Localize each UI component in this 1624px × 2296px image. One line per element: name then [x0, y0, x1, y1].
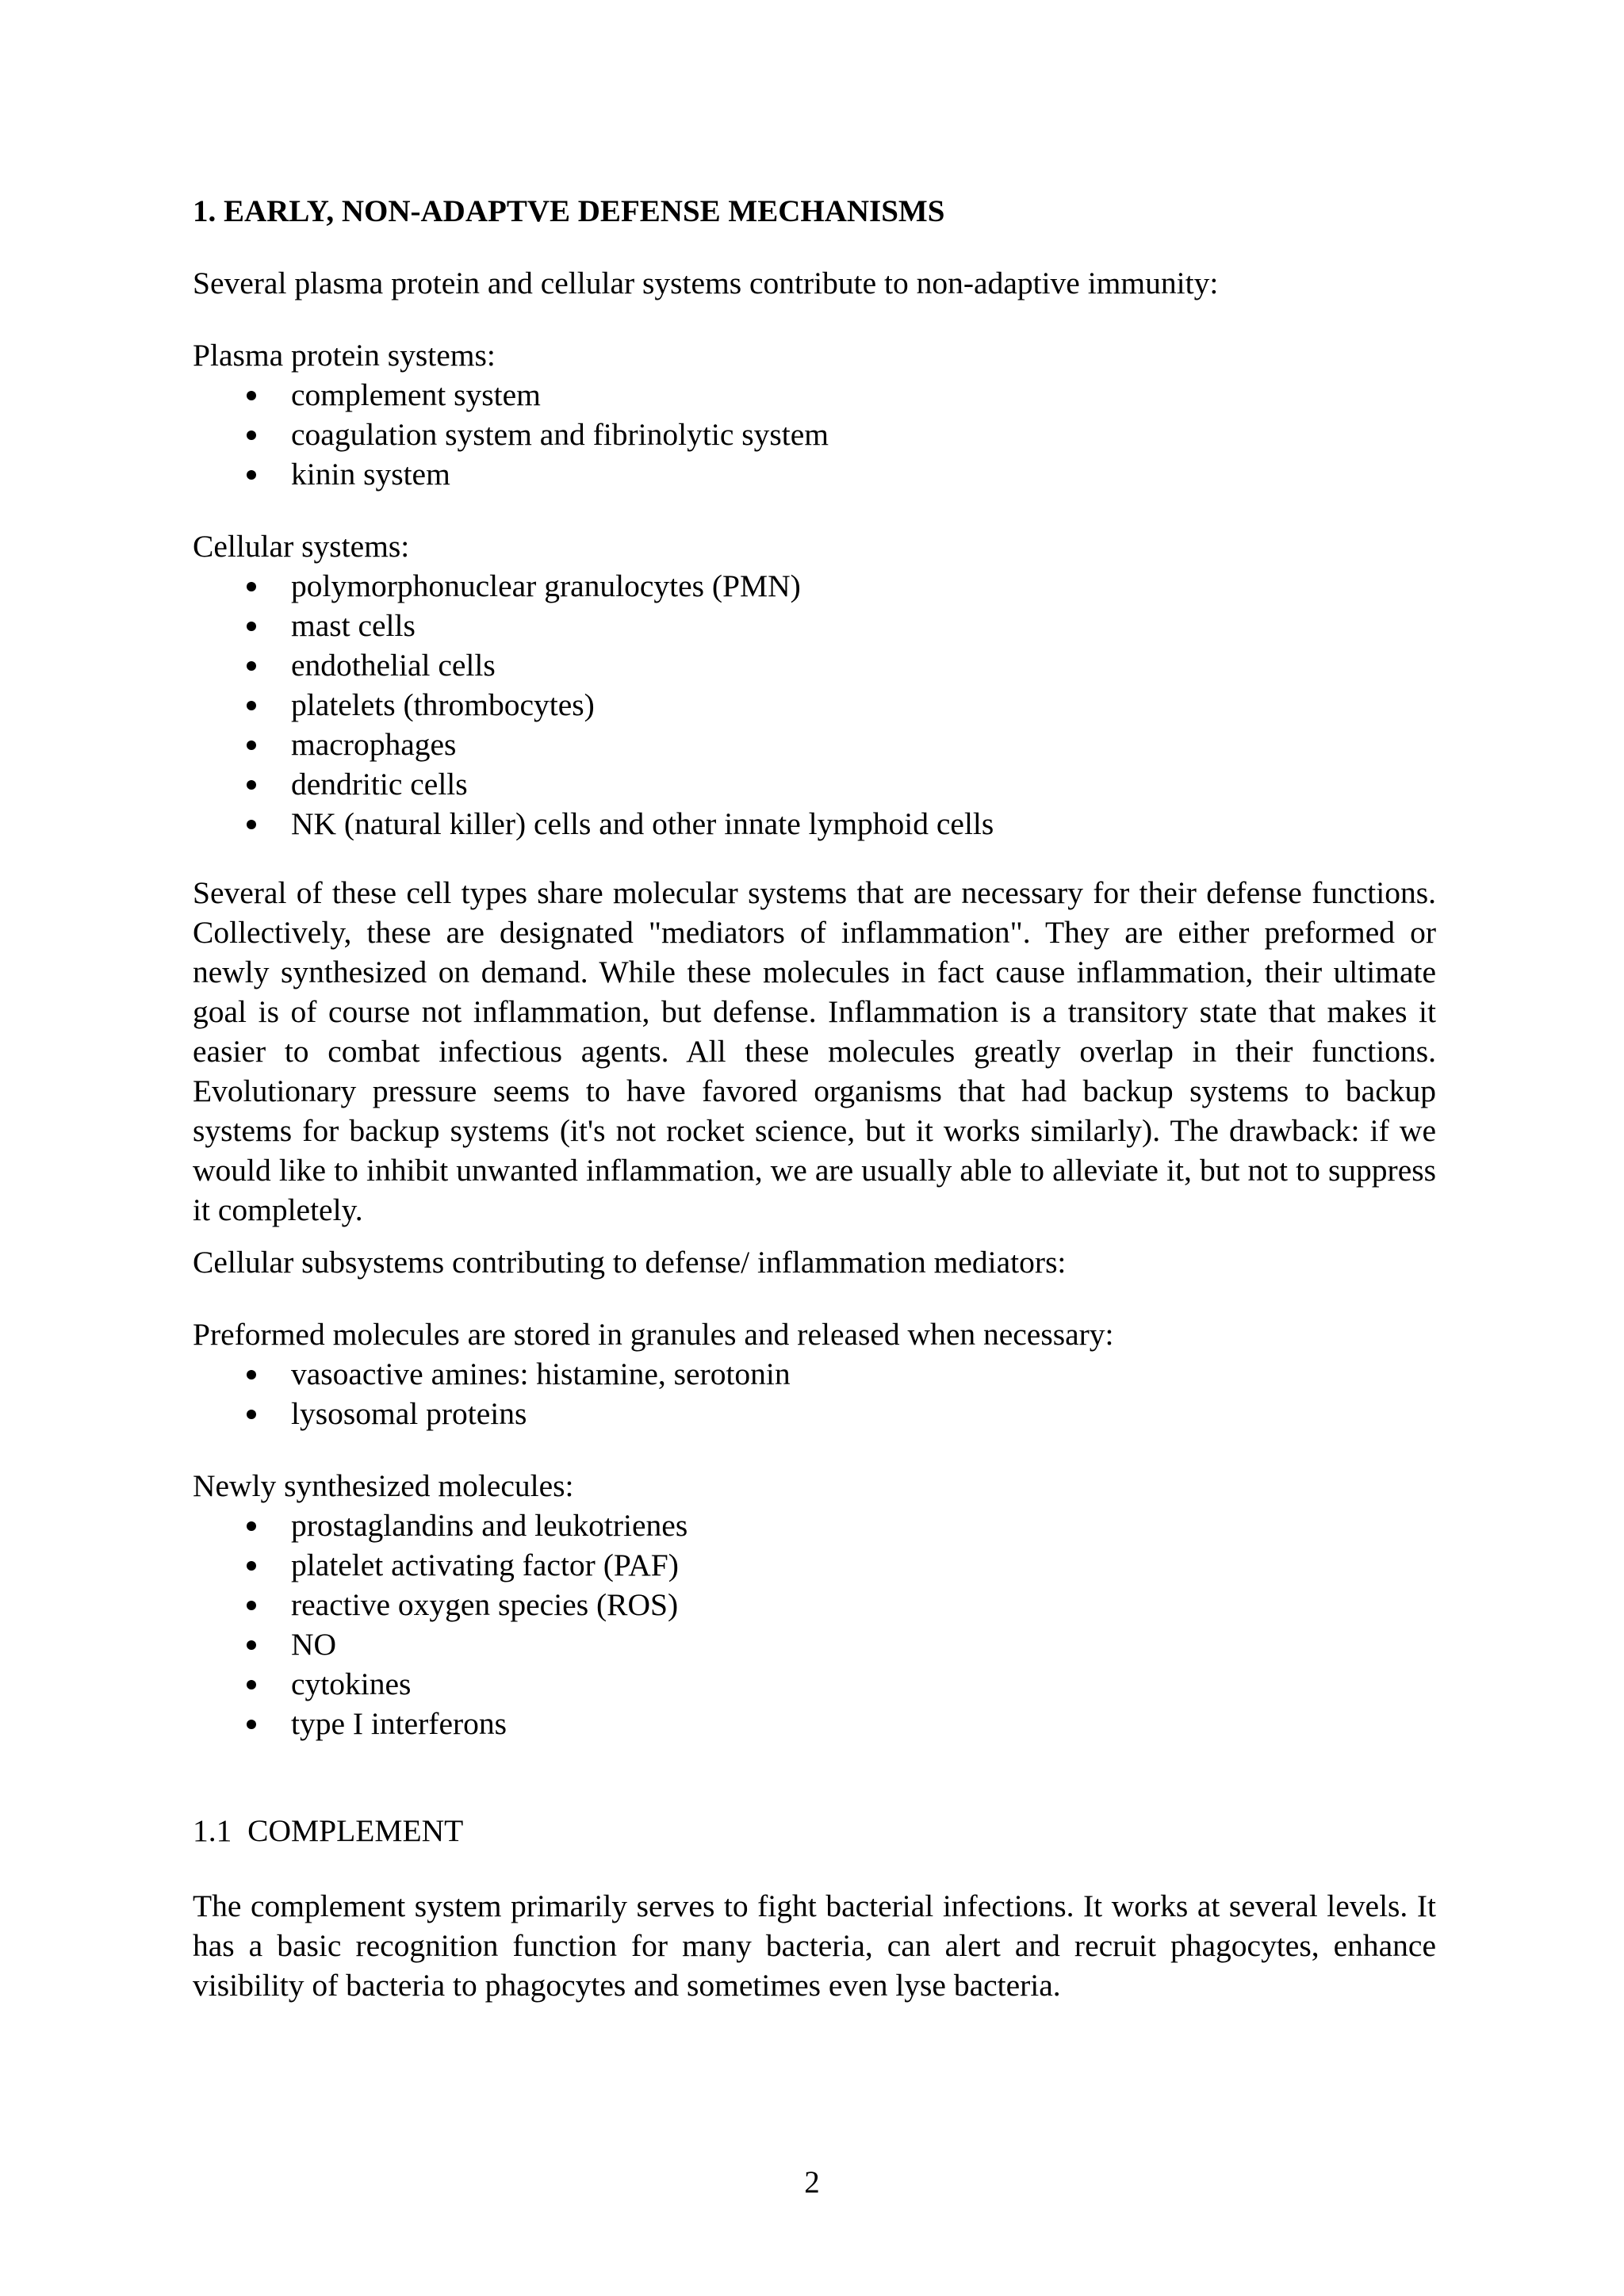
- bullet-icon: [247, 1561, 256, 1571]
- bullet-icon: [247, 1640, 256, 1650]
- bullet-icon: [247, 1720, 256, 1729]
- preformed-list: [193, 1354, 1436, 1433]
- intro-paragraph: Several plasma protein and cellular systems contribute to non-adaptive immunity:: [193, 266, 1219, 300]
- bullet-icon: [247, 780, 256, 790]
- list-item: complement system: [193, 375, 1436, 415]
- list-item: reactive oxygen species (ROS): [193, 1585, 1436, 1624]
- list-item: NO: [193, 1624, 1436, 1664]
- preformed-label: Preformed molecules are stored in granules and released when necessary:: [193, 1317, 1114, 1352]
- list-item: mast cells: [193, 606, 1436, 645]
- list-item: vasoactive amines: histamine, serotonin: [193, 1354, 1436, 1394]
- list-item: coagulation system and fibrinolytic system: [193, 415, 1436, 454]
- bullet-icon: [247, 622, 256, 631]
- list-item: kinin system: [193, 454, 1436, 494]
- complement-paragraph: The complement system primarily serves to fight bacterial infections. It works at several levels. It has a basic recognition function for many bacteria, can alert and recruit phagocytes, enhance visibility of bacteria to phagocytes and sometimes even lyse bacteria.: [193, 1888, 1436, 2003]
- bullet-icon: [247, 391, 256, 400]
- list-item: lysosomal proteins: [193, 1394, 1436, 1433]
- plasma-systems-list: [193, 375, 1436, 494]
- bullet-icon: [247, 470, 256, 480]
- list-item: platelets (thrombocytes): [193, 685, 1436, 725]
- section-heading: 1. EARLY, NON-ADAPTVE DEFENSE MECHANISMS: [193, 194, 945, 228]
- mediators-paragraph: Several of these cell types share molecular systems that are necessary for their defense functions. Collectively, these are designated "mediators of inflammation". They are either preformed or newly synthesized on demand. While these molecules in fact cause inflammation, their ultimate goal is of course not inflammation, but defense. Inflammation is a transitory state that makes it easier to combat infectious agents. All these molecules greatly overlap in their functions. Evolutionary pressure seems to have favored organisms that had backup systems to backup systems for backup systems (it's not rocket science, but it works similarly). The drawback: if we would like to inhibit unwanted inflammation, we are usually able to alleviate it, but not to suppress it completely.: [193, 875, 1436, 1227]
- list-item: dendritic cells: [193, 764, 1436, 804]
- cellular-systems-label: Cellular systems:: [193, 529, 410, 564]
- bullet-icon: [247, 701, 256, 710]
- list-item: NK (natural killer) cells and other innate lymphoid cells: [193, 804, 1436, 844]
- bullet-icon: [247, 430, 256, 440]
- complement-heading: 1.1 COMPLEMENT: [193, 1813, 464, 1848]
- bullet-icon: [247, 740, 256, 750]
- list-item: endothelial cells: [193, 645, 1436, 685]
- cellular-systems-list: [193, 566, 1436, 844]
- bullet-icon: [247, 582, 256, 591]
- list-item: type I interferons: [193, 1704, 1436, 1743]
- bullet-icon: [247, 1410, 256, 1419]
- bullet-icon: [247, 820, 256, 829]
- list-item: polymorphonuclear granulocytes (PMN): [193, 566, 1436, 606]
- subsystems-intro: Cellular subsystems contributing to defense/ inflammation mediators:: [193, 1245, 1067, 1280]
- list-item: prostaglandins and leukotrienes: [193, 1506, 1436, 1545]
- bullet-icon: [247, 661, 256, 671]
- newly-synthesized-label: Newly synthesized molecules:: [193, 1468, 574, 1503]
- list-item: platelet activating factor (PAF): [193, 1545, 1436, 1585]
- page-number: 2: [804, 2165, 820, 2199]
- list-item: macrophages: [193, 725, 1436, 764]
- bullet-icon: [247, 1521, 256, 1531]
- plasma-systems-label: Plasma protein systems:: [193, 338, 496, 373]
- bullet-icon: [247, 1680, 256, 1689]
- bullet-icon: [247, 1601, 256, 1610]
- newly-synthesized-list: [193, 1506, 1436, 1743]
- list-item: cytokines: [193, 1664, 1436, 1704]
- bullet-icon: [247, 1370, 256, 1380]
